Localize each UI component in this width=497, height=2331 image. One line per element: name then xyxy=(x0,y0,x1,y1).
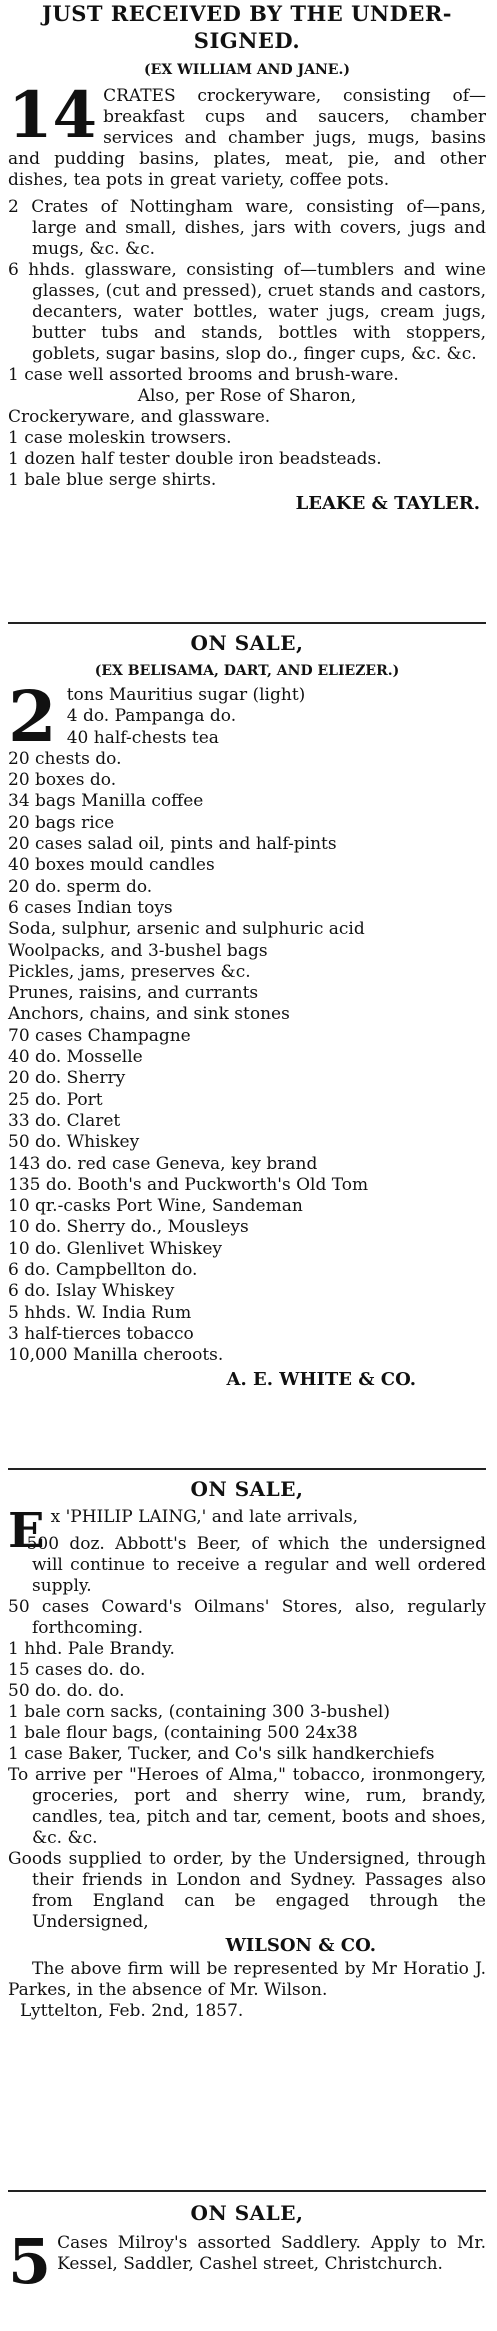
crockery-glass-line: Crockeryware, and glassware. xyxy=(8,407,271,427)
goods-line: 20 do. sperm do. xyxy=(8,876,153,897)
on-sale-heading: ON SALE, xyxy=(190,2201,304,2225)
goods-line: 20 do. Sherry xyxy=(8,1068,126,1089)
goods-line: 3 half-tierces tobacco xyxy=(8,1323,194,1344)
divider-rule xyxy=(8,1468,486,1470)
goods-line: 40 boxes mould candles xyxy=(8,855,215,876)
advertisement-saddlery xyxy=(8,2200,486,2298)
goods-list xyxy=(8,675,486,1367)
advertisement-white-co xyxy=(8,630,486,1393)
goods-line: 34 bags Manilla coffee xyxy=(8,791,204,812)
drop-number: 5 xyxy=(8,2225,52,2298)
goods-line: Prunes, raisins, and currants xyxy=(8,983,259,1004)
on-sale-heading: ON SALE, xyxy=(190,631,304,655)
moleskin-line: 1 case moleskin trowsers. xyxy=(8,428,232,448)
advertisement-wilson-co xyxy=(8,1476,486,2022)
goods-line: 135 do. Booth's and Puckworth's Old Tom xyxy=(8,1174,369,1195)
rose-of-sharon-line: Also, per Rose of Sharon, xyxy=(137,386,357,406)
saddlery-paragraph xyxy=(8,2225,486,2298)
goods-line: 20 chests do. xyxy=(8,748,122,769)
crockery-text: CRATES crockeryware, consisting of—breakfast cups and saucers, chamber services and chamber jugs, mugs, basins and pudding basins, plates, meat, pie, and other dishes, tea pots in great variety, coffee pots. xyxy=(8,86,486,190)
goods-line: 40 half-chests tea xyxy=(66,727,219,748)
shirts-line: 1 bale blue serge shirts. xyxy=(8,470,217,490)
goods-line: 6 cases Indian toys xyxy=(8,897,173,918)
ship-source: (EX WILLIAM AND JANE.) xyxy=(144,62,350,78)
goods-line: 33 do. Claret xyxy=(8,1110,121,1131)
nottingham-paragraph: 2 Crates of Nottingham ware, consisting of—pans, large and small, dishes, jars with covers, jugs and mugs, &c. &c. xyxy=(8,197,486,259)
item-list xyxy=(8,1534,486,1933)
goods-lines xyxy=(8,675,486,1367)
goods-line: 40 do. Mosselle xyxy=(8,1047,143,1068)
bedsteads-line: 1 dozen half tester double iron beadsteads. xyxy=(8,449,382,469)
brooms-paragraph: 1 case well assorted brooms and brush-ware. xyxy=(8,365,399,385)
divider-rule xyxy=(8,2190,486,2192)
representation-note: The above firm will be represented by Mr Horatio J. Parkes, in the absence of Mr. Wilson. xyxy=(8,1959,486,2000)
item-paragraph: To arrive per "Heroes of Alma," tobacco, ironmongery, groceries, port and sherry wine, rum, brandy, candles, tea, pitch and tar, cement, boots and shoes, &c. &c. xyxy=(8,1765,486,1848)
glassware-paragraph: 6 hhds. glassware, consisting of—tumblers and wine glasses, (cut and pressed), cruet stands and castors, decanters, water bottles, water jugs, cream jugs, butter tubs and stands, bottles with stoppers, goblets, sugar basins, slop do., finger cups, &c. &c. xyxy=(8,260,486,364)
goods-line: 4 do. Pampanga do. xyxy=(66,706,237,727)
item-paragraph: 50 do. do. do. xyxy=(8,1681,125,1701)
goods-line: Pickles, jams, preserves &c. xyxy=(8,961,251,982)
goods-line: 20 boxes do. xyxy=(8,770,117,791)
goods-line: Soda, sulphur, arsenic and sulphuric acid xyxy=(8,919,365,940)
intro-paragraph xyxy=(8,1503,486,1559)
goods-line: 20 cases salad oil, pints and half-pints xyxy=(8,834,337,855)
item-paragraph: 1 bale flour bags, (containing 500 24x38 xyxy=(8,1723,358,1743)
drop-number: 2 xyxy=(8,675,57,758)
ad-title-line-2: SIGNED. xyxy=(193,28,301,53)
divider-rule xyxy=(8,622,486,624)
goods-line: 20 bags rice xyxy=(8,812,115,833)
goods-line: 10 do. Glenlivet Whiskey xyxy=(8,1238,223,1259)
signature-leake-tayler: LEAKE & TAYLER. xyxy=(295,493,480,514)
goods-line: Woolpacks, and 3-bushel bags xyxy=(8,940,268,961)
goods-line: tons Mauritius sugar (light) xyxy=(66,685,306,705)
goods-line: 25 do. Port xyxy=(8,1089,103,1110)
signature-white-co: A. E. WHITE & CO. xyxy=(226,1368,416,1390)
on-sale-heading: ON SALE, xyxy=(190,1477,304,1501)
goods-line: 70 cases Champagne xyxy=(8,1025,191,1046)
goods-line: 50 do. Whiskey xyxy=(8,1132,140,1153)
goods-line: 6 do. Islay Whiskey xyxy=(8,1281,175,1302)
goods-line: 10 qr.-casks Port Wine, Sandeman xyxy=(8,1196,303,1217)
goods-line: Anchors, chains, and sink stones xyxy=(8,1004,290,1025)
item-paragraph: 50 cases Coward's Oilmans' Stores, also, regularly forthcoming. xyxy=(8,1597,486,1638)
goods-line: 10 do. Sherry do., Mousleys xyxy=(8,1217,249,1238)
item-paragraph: 500 doz. Abbott's Beer, of which the undersigned will continue to receive a regular and well ordered supply. xyxy=(26,1534,486,1596)
ad-title-line-1: JUST RECEIVED BY THE UNDER- xyxy=(41,1,453,26)
goods-line: 6 do. Campbellton do. xyxy=(8,1260,198,1281)
dateline: Lyttelton, Feb. 2nd, 1857. xyxy=(20,2001,244,2021)
ship-source: (EX BELISAMA, DART, AND ELIEZER.) xyxy=(94,663,400,679)
intro-text: x 'PHILIP LAING,' and late arrivals, xyxy=(50,1507,359,1527)
advertisement-leake-tayler xyxy=(8,0,486,517)
item-paragraph: 15 cases do. do. xyxy=(8,1660,146,1680)
item-paragraph: 1 bale corn sacks, (containing 300 3-bushel) xyxy=(8,1702,390,1722)
drop-number: 14 xyxy=(8,78,98,153)
item-paragraph: 1 hhd. Pale Brandy. xyxy=(8,1639,175,1659)
item-paragraph: Goods supplied to order, by the Undersigned, through their friends in London and Sydney. Passages also from England can be engaged through the Undersigned, xyxy=(8,1849,486,1932)
goods-line: 10,000 Manilla cheroots. xyxy=(8,1345,224,1366)
saddlery-text: Cases Milroy's assorted Saddlery. Apply to Mr. Kessel, Saddler, Cashel street, Christchurch. xyxy=(57,2233,486,2274)
signature-wilson-co: WILSON & CO. xyxy=(225,1935,376,1956)
goods-line: 143 do. red case Geneva, key brand xyxy=(8,1153,318,1174)
goods-line: 5 hhds. W. India Rum xyxy=(8,1302,192,1323)
drop-letter: E xyxy=(8,1503,45,1559)
crockery-paragraph xyxy=(8,78,486,191)
item-paragraph: 1 case Baker, Tucker, and Co's silk handkerchiefs xyxy=(8,1744,435,1764)
